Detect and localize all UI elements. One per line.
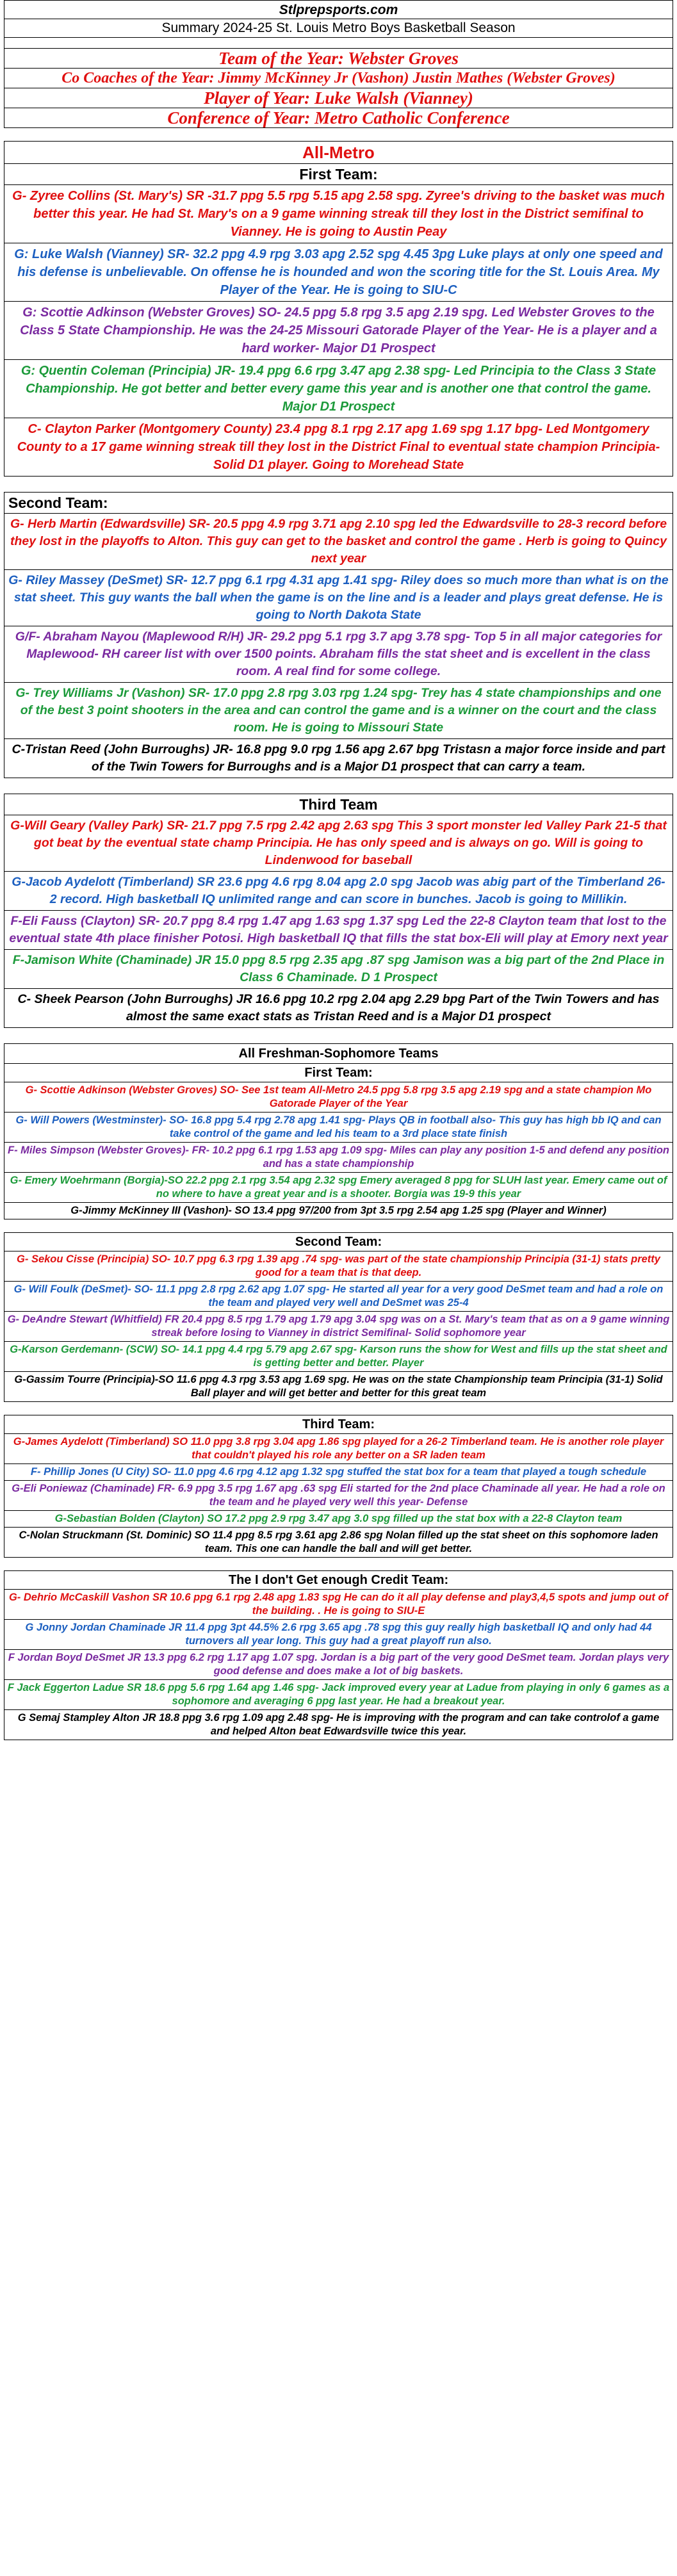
player-entry: G- Dehrio McCaskill Vashon SR 10.6 ppg 6.1 rpg 2.48 apg 1.83 spg He can do it all play defense and play3,4,5 spots and jump out of the building. . He is going to SIU-E xyxy=(4,1590,673,1620)
player-entry: G: Scottie Adkinson (Webster Groves) SO- 24.5 ppg 5.8 rpg 3.5 apg 2.19 spg. Led Webster Groves to the Class 5 State Championship. He was the 24-25 Missouri Gatorade Player of the Year- He is a player and a hard worker- Major D1 Prospect xyxy=(4,302,673,360)
award-4: Conference of Year: Metro Catholic Conference xyxy=(167,108,510,127)
player-entry: G-Gassim Tourre (Principia)-SO 11.6 ppg 4.3 rpg 3.53 apg 1.69 spg. He was on the state Championship team Principia (31-1) Solid Ball player and will get better and better for this great team xyxy=(14,1374,663,1399)
all-metro-title: All-Metro xyxy=(4,141,673,163)
fs-third-team-heading: Third Team: xyxy=(4,1415,673,1433)
all-metro-third-team-heading: Third Team xyxy=(4,794,673,815)
fs-first-team-heading: First Team: xyxy=(4,1063,673,1082)
player-entry: G: Luke Walsh (Vianney) SR- 32.2 ppg 4.9 rpg 3.03 apg 2.52 spg 4.45 3pg Luke plays at only one speed and his defense is unbelievable. On offense he is hounded and won the scoring title for the St. Louis Area. My Player of the Year. He is going to SIU-C xyxy=(4,243,673,302)
fs-third-team xyxy=(4,1433,673,1558)
player-entry: G- Herb Martin (Edwardsville) SR- 20.5 ppg 4.9 rpg 3.71 apg 2.10 spg led the Edwardsville to 28-3 record before they lost in the playoffs to Alton. This guy can get to the basket and control the game . Herb is going to Quincy next year xyxy=(4,514,673,570)
no-credit-team-heading: The I don't Get enough Credit Team: xyxy=(4,1570,673,1589)
player-entry: G- Sekou Cisse (Principia) SO- 10.7 ppg 6.3 rpg 1.39 apg .74 spg- was part of the state championship Principia (31-1) stats pretty good for a team that is that deep. xyxy=(4,1251,673,1282)
player-entry: C-Nolan Struckmann (St. Dominic) SO 11.4 ppg 8.5 rpg 3.61 apg 2.86 spg Nolan filled up the stat sheet on this sophomore laden team. This one can handle the ball and will get better. xyxy=(19,1529,658,1554)
player-entry: G-Jacob Aydelott (Timberland) SR 23.6 ppg 4.6 rpg 8.04 apg 2.0 spg Jacob was abig part of the Timberland 26-2 record. High basketball IQ unlimited range and can score in bunches. Jacob is going to Millikin. xyxy=(4,872,673,911)
all-metro-first-team-heading: First Team: xyxy=(4,163,673,184)
awards-section xyxy=(4,48,673,128)
page-subtitle: Summary 2024-25 St. Louis Metro Boys Basketball Season xyxy=(4,19,673,38)
site-title: Stlprepsports.com xyxy=(4,1,673,19)
page xyxy=(4,0,673,1740)
player-entry: G- Emery Woehrmann (Borgia)-SO 22.2 ppg 2.1 rpg 3.54 apg 2.32 spg Emery averaged 8 ppg for SLUH last year. Emery came out of no where to have a great year and is a shooter. Borgia was 19-9 this year xyxy=(4,1173,673,1203)
player-entry: G- Scottie Adkinson (Webster Groves) SO- See 1st team All-Metro 24.5 ppg 5.8 rpg 3.5 apg 2.19 spg and a state champion Mo Gatorade Player of the Year xyxy=(4,1082,673,1113)
player-entry: G-Will Geary (Valley Park) SR- 21.7 ppg 7.5 rpg 2.42 apg 2.63 spg This 3 sport monster led Valley Park 21-5 that got beat by the eventual state champ Principia. He has only speed and is always on go. Will is going to Lindenwood for baseball xyxy=(4,815,673,872)
player-entry: G- DeAndre Stewart (Whitfield) FR 20.4 ppg 8.5 rpg 1.79 apg 1.79 apg 3.04 spg was on a St. Mary's team that as on a 9 game winning streak before losing to Vianney in district Semifinal- Solid sophomore year xyxy=(4,1312,673,1342)
all-metro-second-team-heading: Second Team: xyxy=(4,492,673,513)
all-metro-second-team xyxy=(4,513,673,778)
player-entry: G- Zyree Collins (St. Mary's) SR -31.7 ppg 5.5 rpg 5.15 apg 2.58 spg. Zyree's driving to the basket was much better this year. He had St. Mary's on a 9 game winning streak till they lost in the District semifinal to Vianney. He is going to Austin Peay xyxy=(4,185,673,243)
player-entry: C- Sheek Pearson (John Burroughs) JR 16.6 ppg 10.2 rpg 2.04 apg 2.29 bpg Part of the Twin Towers and has almost the same exact stats as Tristan Reed and is a Major D1 prospect xyxy=(17,992,660,1023)
player-entry: G Semaj Stampley Alton JR 18.8 ppg 3.6 rpg 1.09 apg 2.48 spg- He is improving with the program and can take controlof a game and helped Alton beat Edwardsville twice this year. xyxy=(17,1712,660,1737)
player-entry: C- Clayton Parker (Montgomery County) 23.4 ppg 8.1 rpg 2.17 apg 1.69 spg 1.17 bpg- Led Montgomery County to a 17 game winning streak till they lost in the District Final to eventual state champion Principia- Solid D1 player. Going to Morehead State xyxy=(17,422,660,472)
fs-title: All Freshman-Sophomore Teams xyxy=(4,1043,673,1063)
all-metro-third-team xyxy=(4,815,673,1028)
player-entry: F-Jamison White (Chaminade) JR 15.0 ppg 8.5 rpg 2.35 apg .87 spg Jamison was a big part of the 2nd Place in Class 6 Chaminade. D 1 Prospect xyxy=(4,950,673,989)
player-entry: G- Trey Williams Jr (Vashon) SR- 17.0 ppg 2.8 rpg 3.03 rpg 1.24 spg- Trey has 4 state championships and one of the best 3 point shooters in the area and can control the game and is a winner on the court and the class room. He is going to Missouri State xyxy=(4,683,673,739)
header xyxy=(4,0,673,38)
player-entry: C-Tristan Reed (John Burroughs) JR- 16.8 ppg 9.0 rpg 1.56 apg 2.67 bpg Tristasn a major force inside and part of the Twin Towers for Burroughs and is a Major D1 prospect that can carry a team. xyxy=(12,742,665,774)
award-3: Player of Year: Luke Walsh (Vianney) xyxy=(4,88,673,108)
player-entry: G/F- Abraham Nayou (Maplewood R/H) JR- 29.2 ppg 5.1 rpg 3.7 apg 3.78 spg- Top 5 in all major categories for Maplewood- RH career list with over 1500 points. Abraham fills the stat sheet and is excellent in the class room. A real find for some college. xyxy=(4,626,673,683)
player-entry: G-Karson Gerdemann- (SCW) SO- 14.1 ppg 4.4 rpg 5.79 apg 2.67 spg- Karson runs the show for West and fills up the stat sheet and is getting better and better. Player xyxy=(4,1342,673,1372)
player-entry: G- Will Foulk (DeSmet)- SO- 11.1 ppg 2.8 rpg 2.62 apg 1.07 spg- He started all year for a very good DeSmet team and had a role on the team and played very well and DeSmet was 25-4 xyxy=(4,1282,673,1312)
player-entry: G- Will Powers (Westminster)- SO- 16.8 ppg 5.4 rpg 2.78 apg 1.41 spg- Plays QB in football also- This guy has high bb IQ and can take control of the game and led his team to a 3rd place state finish xyxy=(4,1113,673,1143)
fs-second-team-heading: Second Team: xyxy=(4,1232,673,1251)
player-entry: G-Sebastian Bolden (Clayton) SO 17.2 ppg 2.9 rpg 3.47 apg 3.0 spg filled up the stat box with a 22-8 Clayton team xyxy=(4,1511,673,1528)
player-entry: F Jordan Boyd DeSmet JR 13.3 ppg 6.2 rpg 1.17 apg 1.07 spg. Jordan is a big part of the very good DeSmet team. Jordan plays very good defense and does make a lot of big baskets. xyxy=(4,1650,673,1680)
freshman-sophomore-section xyxy=(4,1043,673,1740)
player-entry: G-Eli Poniewaz (Chaminade) FR- 6.9 ppg 3.5 rpg 1.67 apg .63 spg Eli started for the 2nd place Chaminade all year. He had a role on the team and he played very well this year- Defense xyxy=(4,1481,673,1511)
no-credit-team xyxy=(4,1589,673,1740)
all-metro-first-team xyxy=(4,184,673,477)
player-entry: G-James Aydelott (Timberland) SO 11.0 ppg 3.8 rpg 3.04 apg 1.86 spg played for a 26-2 Timberland team. He is another role player that couldn't played his role any better on a SR laden team xyxy=(4,1434,673,1464)
player-entry: F Jack Eggerton Ladue SR 18.6 ppg 5.6 rpg 1.64 apg 1.46 spg- Jack improved every year at Ladue from playing in only 6 games as a sophomore and averaging 6 ppg last year. He had a breakout year. xyxy=(4,1680,673,1710)
player-entry: G Jonny Jordan Chaminade JR 11.4 ppg 3pt 44.5% 2.6 rpg 3.65 apg .78 spg this guy really high basketball IQ and only had 44 turnovers all year long. This guy had a great playoff run also. xyxy=(4,1620,673,1650)
player-entry: F- Miles Simpson (Webster Groves)- FR- 10.2 ppg 6.1 rpg 1.53 apg 1.09 spg- Miles can play any position 1-5 and defend any position and has a state championship xyxy=(4,1143,673,1173)
fs-second-team xyxy=(4,1251,673,1402)
award-1: Team of the Year: Webster Groves xyxy=(4,49,673,69)
player-entry: F- Phillip Jones (U City) SO- 11.0 ppg 4.6 rpg 4.12 apg 1.32 spg stuffed the stat box for a team that played a tough schedule xyxy=(4,1464,673,1481)
fs-first-team xyxy=(4,1082,673,1219)
player-entry: G- Riley Massey (DeSmet) SR- 12.7 ppg 6.1 rpg 4.31 apg 1.41 spg- Riley does so much more than what is on the stat sheet. This guy wants the ball when the game is on the line and is a leader and plays great defense. He is going to North Dakota State xyxy=(4,570,673,626)
player-entry: G: Quentin Coleman (Principia) JR- 19.4 ppg 6.6 rpg 3.47 apg 2.38 spg- Led Principia to the Class 3 State Championship. He got better and better every game this year and is another one that control the game. Major D1 Prospect xyxy=(4,360,673,418)
player-entry: G-Jimmy McKinney III (Vashon)- SO 13.4 ppg 97/200 from 3pt 3.5 rpg 2.54 apg 1.25 spg (Player and Winner) xyxy=(70,1205,607,1216)
award-2: Co Coaches of the Year: Jimmy McKinney Jr (Vashon) Justin Mathes (Webster Groves) xyxy=(4,69,673,88)
player-entry: F-Eli Fauss (Clayton) SR- 20.7 ppg 8.4 rpg 1.47 apg 1.63 spg 1.37 spg Led the 22-8 Clayton team that lost to the eventual state 4th place finisher Potosi. High basketball IQ that fills the stat box-Eli will play at Emory next year xyxy=(4,911,673,950)
